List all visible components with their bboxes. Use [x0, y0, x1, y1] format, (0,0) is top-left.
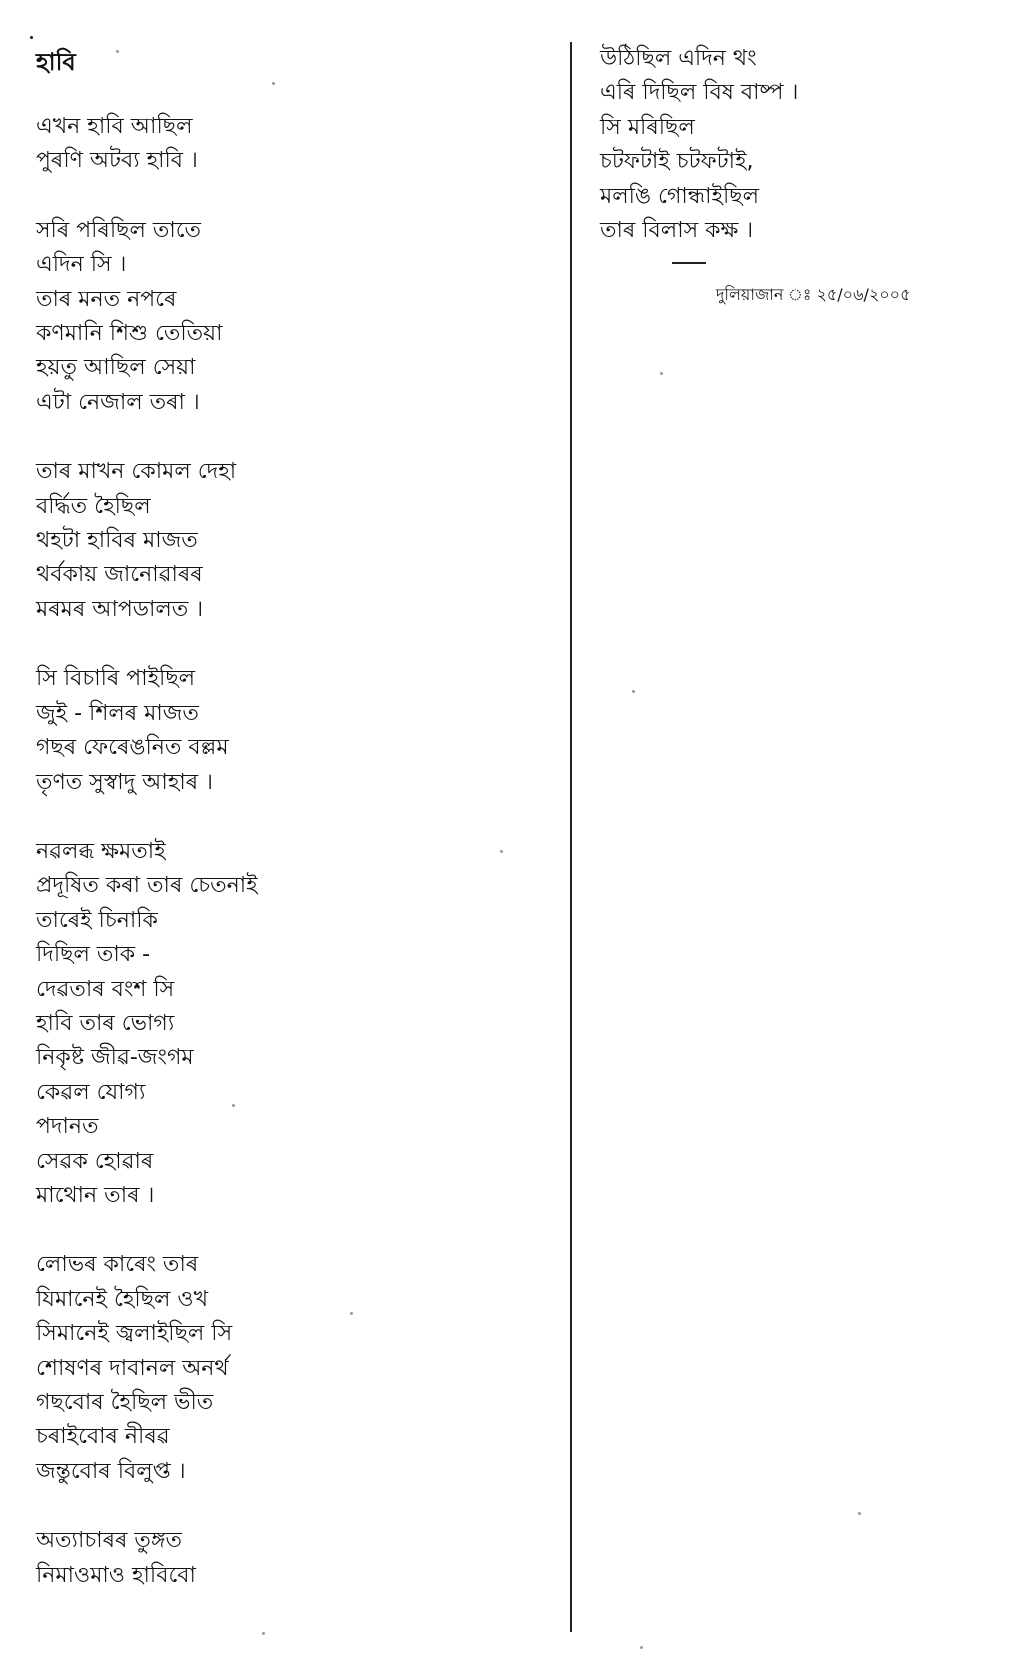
scan-speck	[272, 82, 275, 85]
poem-line: সৰি পৰিছিল তাতে	[36, 217, 202, 243]
poem-line: মাথোন তাৰ ।	[36, 1182, 155, 1208]
poem-line: সিমানেই জ্বলাইছিল সি	[36, 1321, 233, 1347]
scan-speck	[858, 1512, 861, 1515]
poem-line: দেৱতাৰ বংশ সি	[36, 976, 175, 1002]
poem-line: দিছিল তাক -	[36, 942, 151, 968]
place-date-signature: দুলিয়াজান ঃ ২৫/০৬/২০০৫	[716, 285, 911, 304]
poem-line: নৱলব্ধ ক্ষমতাই	[36, 838, 166, 864]
poem-line: পদানত	[36, 1114, 99, 1140]
stanza-7	[36, 1524, 536, 1593]
poem-line: উঠিছিল এদিন থং	[600, 46, 757, 71]
poem-line: তাৰেই চিনাকি	[36, 907, 158, 933]
poem-line: মলঙি গোন্ধাইছিল	[600, 183, 760, 209]
scan-speck	[262, 1632, 265, 1635]
poem-line: তৃণত সুস্বাদু আহাৰ ।	[36, 769, 214, 795]
left-column	[36, 110, 536, 1628]
scan-speck	[500, 850, 503, 853]
right-column	[600, 42, 980, 248]
scan-speck	[30, 36, 33, 39]
poem-line: এৰি দিছিল বিষ বাষ্প ।	[600, 80, 799, 106]
poem-line: কণমানি শিশু তেতিয়া	[36, 321, 223, 347]
poem-line: সি মৰিছিল	[600, 114, 695, 140]
scan-speck	[632, 690, 635, 693]
poem-line: তাৰ মনত নপৰে	[36, 286, 177, 312]
poem-line: থৰ্বকায় জানোৱাৰৰ	[36, 562, 203, 588]
poem-line: গছবোৰ হৈছিল ভীত	[36, 1390, 214, 1415]
poem-line: চৰাইবোৰ নীৰৱ	[36, 1424, 170, 1450]
poem-line: লোভৰ কাৰেং তাৰ	[36, 1252, 199, 1278]
poem-line: তাৰ মাখন কোমল দেহা	[36, 459, 237, 485]
scan-speck	[116, 50, 119, 53]
poem-title: হাবি	[36, 48, 76, 76]
stanza-4	[36, 662, 536, 800]
scan-speck	[640, 1646, 643, 1649]
poem-line: কেৱল যোগ্য	[36, 1079, 146, 1105]
poem-line: তাৰ বিলাস কক্ষ ।	[600, 218, 754, 244]
stanza-3	[36, 455, 536, 627]
poem-line: যিমানেই হৈছিল ওখ	[36, 1286, 209, 1312]
poem-line: প্ৰদূষিত কৰা তাৰ চেতনাই	[36, 873, 258, 899]
poem-line: চটফটাই চটফটাই,	[600, 149, 754, 175]
poem-line: জন্তুবোৰ বিলুপ্ত ।	[36, 1458, 186, 1484]
scan-speck	[232, 1104, 235, 1107]
poem-line: নিমাওমাও হাবিবো	[36, 1562, 196, 1588]
poem-line: সেৱক হোৱাৰ	[36, 1148, 154, 1174]
poem-line: হয়তু আছিল সেয়া	[36, 355, 196, 381]
stanza-2	[36, 214, 536, 420]
poem-line: অত্যাচাৰৰ তুঙ্গত	[36, 1528, 182, 1554]
poem-line: এটা নেজাল তৰা ।	[36, 389, 200, 415]
end-dash	[672, 262, 706, 264]
poem-line: মৰমৰ আপডালত ।	[36, 596, 204, 622]
stanza-6	[36, 1248, 536, 1489]
poem-line: এখন হাবি আছিল	[36, 114, 193, 139]
stanza-1	[36, 110, 536, 179]
poem-line: হাবি তাৰ ভোগ্য	[36, 1010, 175, 1036]
poem-line: পুৰণি অটব্য হাবি ।	[36, 148, 198, 174]
column-divider	[570, 42, 572, 1632]
poem-line: জুই - শিলৰ মাজত	[36, 700, 199, 726]
poem-line: সি বিচাৰি পাইছিল	[36, 666, 196, 692]
poem-line: এদিন সি ।	[36, 252, 127, 278]
poem-line: থহটা হাবিৰ মাজত	[36, 528, 198, 554]
scan-speck	[660, 372, 663, 375]
poem-line: গছৰ ফেৰেঙনিত বল্লম	[36, 735, 229, 761]
stanza-5	[36, 835, 536, 1213]
poem-line: বৰ্দ্ধিত হৈছিল	[36, 493, 151, 519]
scan-speck	[350, 1312, 353, 1315]
poem-line: শোষণৰ দাবানল অনৰ্থ	[36, 1355, 229, 1381]
poem-line: নিকৃষ্ট জীৱ-জংগম	[36, 1045, 194, 1071]
